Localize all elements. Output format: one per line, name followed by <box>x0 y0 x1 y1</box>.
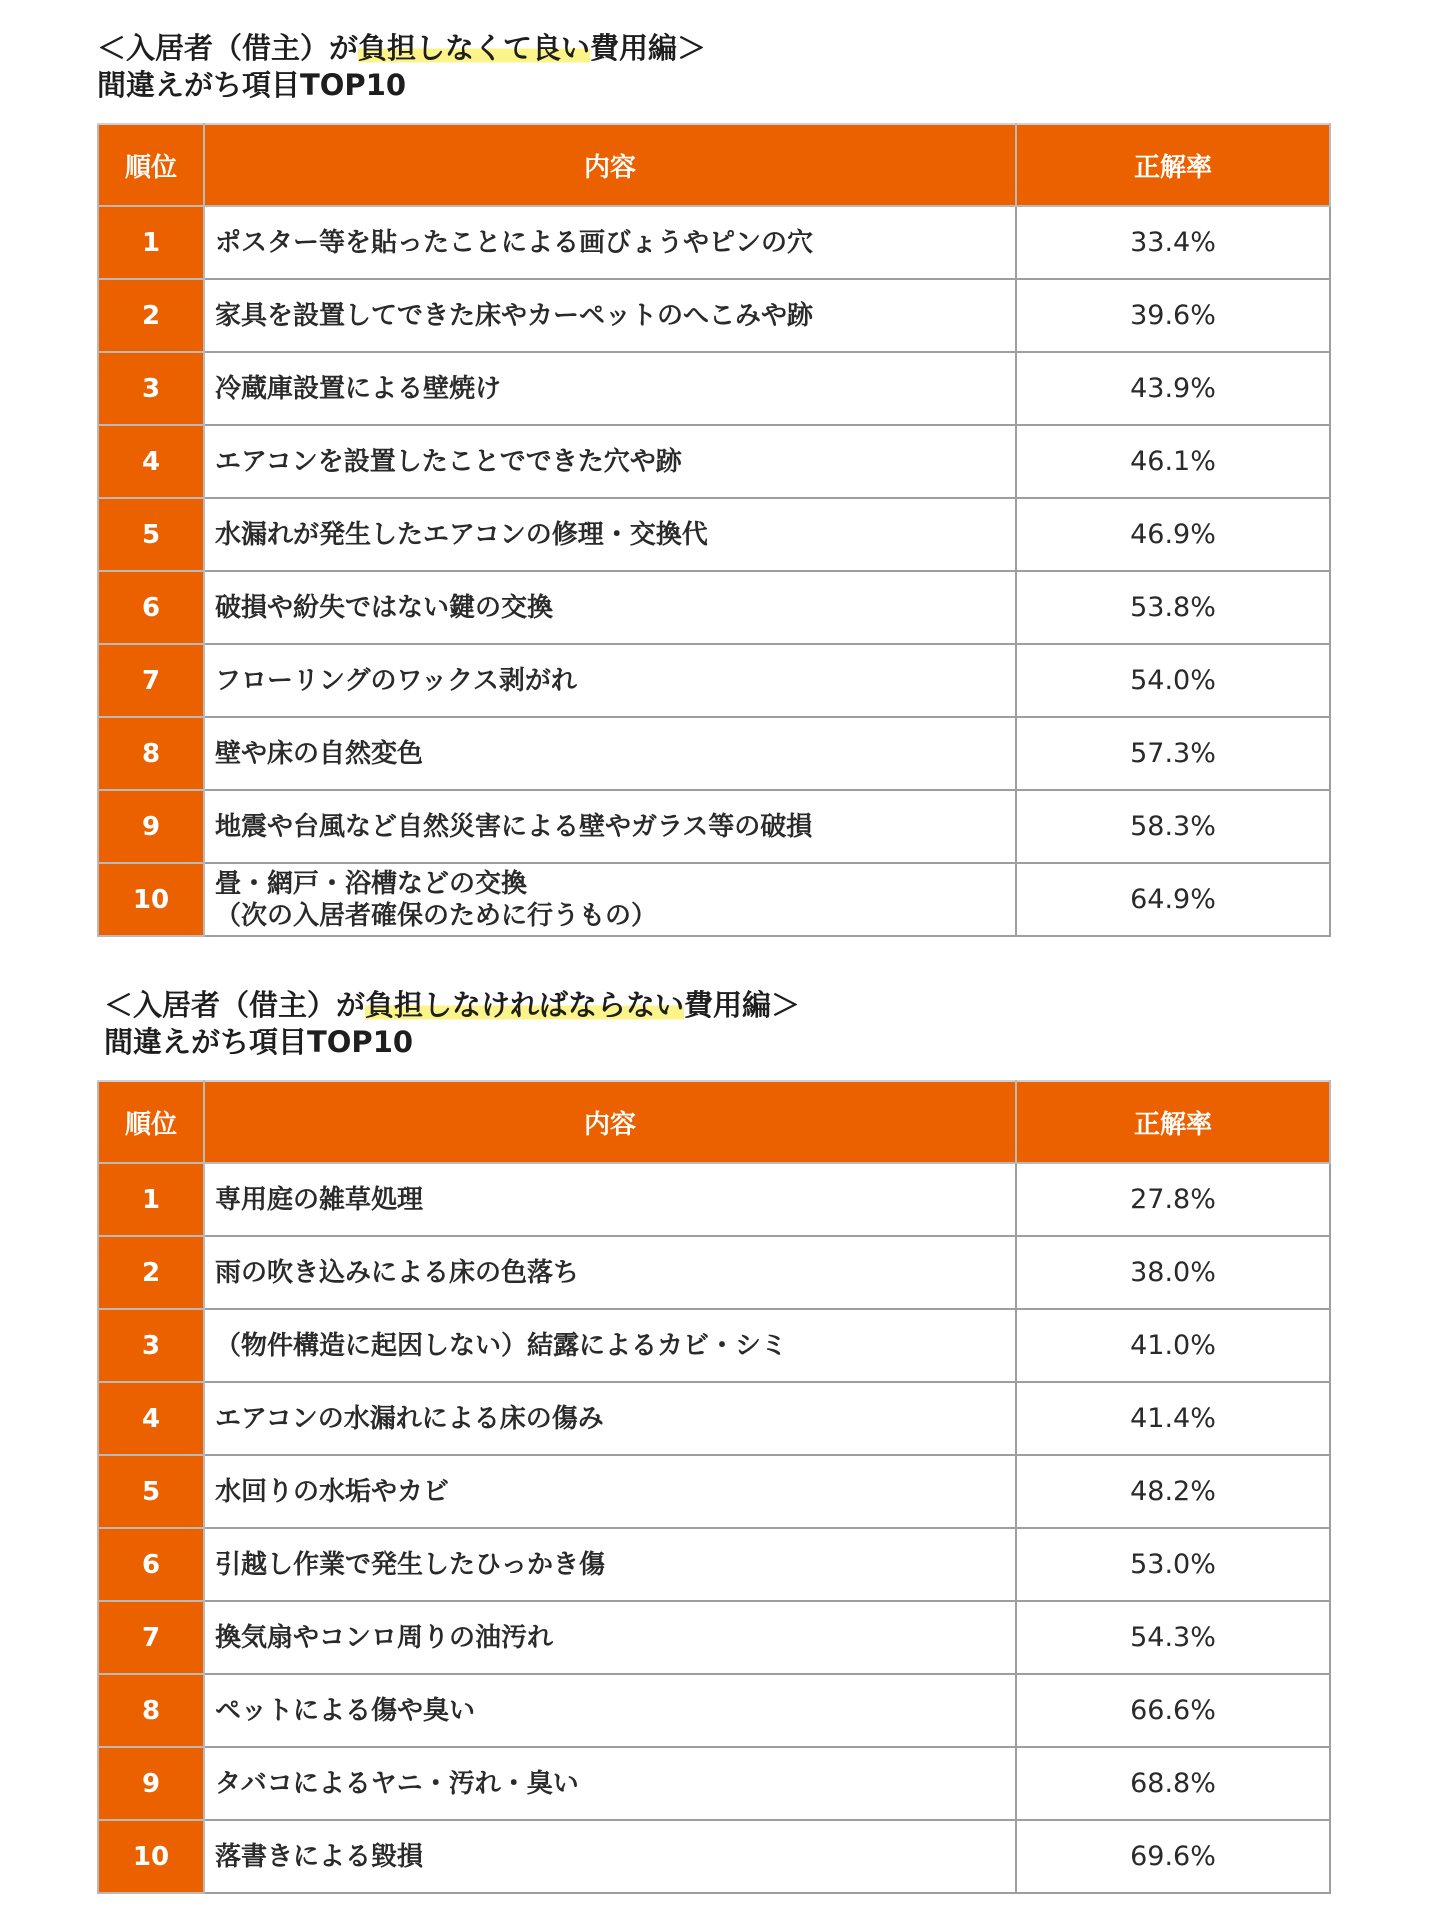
rank-cell: 8 <box>98 1674 204 1747</box>
rank-cell: 6 <box>98 571 204 644</box>
rate-cell: 41.0% <box>1016 1309 1330 1382</box>
section-title <box>104 987 1336 1024</box>
rate-cell: 57.3% <box>1016 717 1330 790</box>
rank-cell: 3 <box>98 1309 204 1382</box>
table-header-row <box>98 1081 1330 1163</box>
section-heading <box>97 30 1329 104</box>
header-content: 内容 <box>204 1081 1016 1163</box>
title-highlight: 負担しなければならない <box>365 988 685 1022</box>
rank-cell: 5 <box>98 1455 204 1528</box>
table-header-row <box>98 124 1330 206</box>
table-row <box>98 1382 1330 1455</box>
content-cell: 地震や台風など自然災害による壁やガラス等の破損 <box>204 790 1016 863</box>
content-cell: 畳・網戸・浴槽などの交換 （次の入居者確保のために行うもの） <box>204 863 1016 936</box>
content-cell: エアコンを設置したことでできた穴や跡 <box>204 425 1016 498</box>
rank-cell: 7 <box>98 644 204 717</box>
content-cell: フローリングのワックス剥がれ <box>204 644 1016 717</box>
table-row <box>98 1747 1330 1820</box>
table-row <box>98 863 1330 936</box>
content-cell: エアコンの水漏れによる床の傷み <box>204 1382 1016 1455</box>
rate-cell: 54.3% <box>1016 1601 1330 1674</box>
ranking-table <box>97 123 1331 937</box>
rate-cell: 46.9% <box>1016 498 1330 571</box>
header-rank: 順位 <box>98 124 204 206</box>
title-suffix: 費用編＞ <box>684 988 801 1022</box>
rank-cell: 7 <box>98 1601 204 1674</box>
table-row <box>98 717 1330 790</box>
content-cell: 水漏れが発生したエアコンの修理・交換代 <box>204 498 1016 571</box>
content-cell: ペットによる傷や臭い <box>204 1674 1016 1747</box>
rate-cell: 33.4% <box>1016 206 1330 279</box>
table-row <box>98 1236 1330 1309</box>
table-row <box>98 498 1330 571</box>
content-cell: （物件構造に起因しない）結露によるカビ・シミ <box>204 1309 1016 1382</box>
content-cell: ポスター等を貼ったことによる画びょうやピンの穴 <box>204 206 1016 279</box>
rank-cell: 4 <box>98 425 204 498</box>
rank-cell: 5 <box>98 498 204 571</box>
content-cell: 壁や床の自然変色 <box>204 717 1016 790</box>
table-row <box>98 1455 1330 1528</box>
rate-cell: 64.9% <box>1016 863 1330 936</box>
rank-cell: 2 <box>98 279 204 352</box>
rate-cell: 41.4% <box>1016 1382 1330 1455</box>
section-heading <box>104 987 1336 1061</box>
table-row <box>98 1163 1330 1236</box>
rate-cell: 46.1% <box>1016 425 1330 498</box>
rate-cell: 69.6% <box>1016 1820 1330 1893</box>
rate-cell: 68.8% <box>1016 1747 1330 1820</box>
section-subtitle: 間違えがち項目TOP10 <box>104 1025 414 1059</box>
table-row <box>98 279 1330 352</box>
header-rate: 正解率 <box>1016 124 1330 206</box>
rate-cell: 53.8% <box>1016 571 1330 644</box>
rate-cell: 27.8% <box>1016 1163 1330 1236</box>
rank-cell: 2 <box>98 1236 204 1309</box>
title-prefix: ＜入居者（借主）が <box>104 988 366 1022</box>
table-row <box>98 790 1330 863</box>
header-rate: 正解率 <box>1016 1081 1330 1163</box>
table-row <box>98 1601 1330 1674</box>
content-cell: 落書きによる毀損 <box>204 1820 1016 1893</box>
content-cell: タバコによるヤニ・汚れ・臭い <box>204 1747 1016 1820</box>
rate-cell: 38.0% <box>1016 1236 1330 1309</box>
rank-cell: 10 <box>98 1820 204 1893</box>
rate-cell: 58.3% <box>1016 790 1330 863</box>
section-not-tenant-burden <box>97 30 1329 931</box>
table-row <box>98 425 1330 498</box>
content-cell: 専用庭の雑草処理 <box>204 1163 1016 1236</box>
rate-cell: 66.6% <box>1016 1674 1330 1747</box>
table-row <box>98 1820 1330 1893</box>
section-tenant-burden <box>104 987 1336 1872</box>
rank-cell: 8 <box>98 717 204 790</box>
rank-cell: 4 <box>98 1382 204 1455</box>
table-row <box>98 644 1330 717</box>
section-title <box>97 30 1329 67</box>
table-row <box>98 206 1330 279</box>
content-cell: 家具を設置してできた床やカーペットのへこみや跡 <box>204 279 1016 352</box>
rank-cell: 3 <box>98 352 204 425</box>
rank-cell: 1 <box>98 1163 204 1236</box>
rank-cell: 1 <box>98 206 204 279</box>
content-cell: 水回りの水垢やカビ <box>204 1455 1016 1528</box>
ranking-table <box>97 1080 1331 1894</box>
rank-cell: 9 <box>98 790 204 863</box>
table-row <box>98 1528 1330 1601</box>
rate-cell: 48.2% <box>1016 1455 1330 1528</box>
rate-cell: 53.0% <box>1016 1528 1330 1601</box>
title-suffix: 費用編＞ <box>590 31 707 65</box>
rank-cell: 10 <box>98 863 204 936</box>
rank-cell: 6 <box>98 1528 204 1601</box>
content-cell: 冷蔵庫設置による壁焼け <box>204 352 1016 425</box>
title-highlight: 負担しなくて良い <box>358 31 591 65</box>
content-cell: 破損や紛失ではない鍵の交換 <box>204 571 1016 644</box>
table-row <box>98 1674 1330 1747</box>
content-cell: 雨の吹き込みによる床の色落ち <box>204 1236 1016 1309</box>
table-row <box>98 1309 1330 1382</box>
content-cell: 引越し作業で発生したひっかき傷 <box>204 1528 1016 1601</box>
table-row <box>98 352 1330 425</box>
section-subtitle: 間違えがち項目TOP10 <box>97 68 407 102</box>
content-cell: 換気扇やコンロ周りの油汚れ <box>204 1601 1016 1674</box>
rank-cell: 9 <box>98 1747 204 1820</box>
rate-cell: 43.9% <box>1016 352 1330 425</box>
rate-cell: 39.6% <box>1016 279 1330 352</box>
header-rank: 順位 <box>98 1081 204 1163</box>
title-prefix: ＜入居者（借主）が <box>97 31 359 65</box>
rate-cell: 54.0% <box>1016 644 1330 717</box>
table-row <box>98 571 1330 644</box>
header-content: 内容 <box>204 124 1016 206</box>
